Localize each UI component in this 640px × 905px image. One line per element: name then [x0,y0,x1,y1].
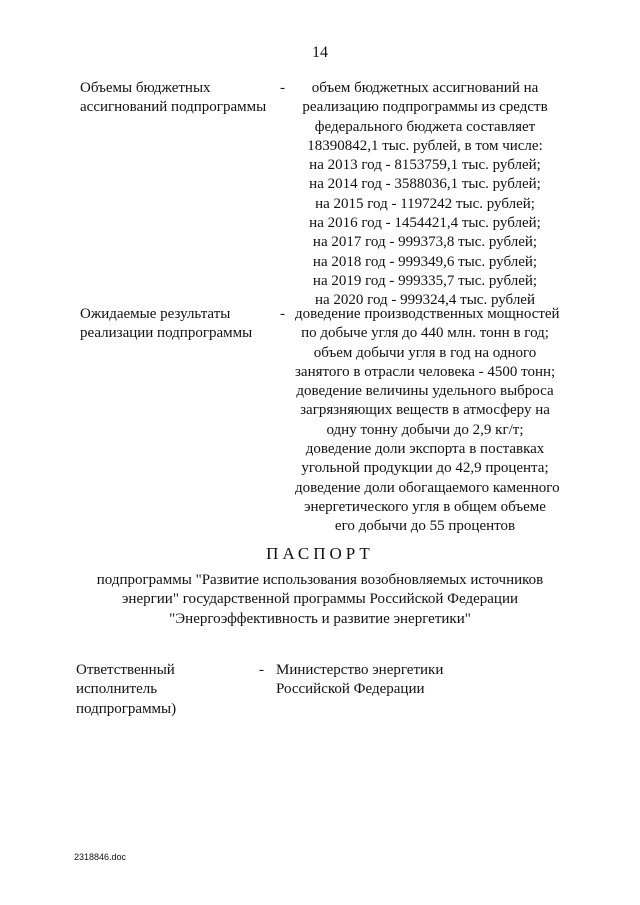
responsible-executor-value [276,661,476,700]
value-line: реализацию подпрограммы из средств [302,99,548,116]
budget-allocation-value [295,79,555,311]
expected-results-value [295,305,560,537]
subtitle-line: подпрограммы "Развитие использования возобновляемых источников [96,572,544,588]
separator-dash: - [280,306,285,322]
value-line: энергетического угля в общем объеме [304,498,546,515]
budget-allocation-label [80,79,270,118]
value-line: 18390842,1 тыс. рублей, в том числе: [307,137,543,154]
passport-title: ПАСПОРТ [266,544,374,563]
value-line: Российской Федерации [276,681,425,698]
value-line: доведение величины удельного выброса [296,383,554,400]
expected-results-row [80,305,560,535]
value-line: на 2018 год - 999349,6 тыс. рублей; [312,253,538,270]
responsible-executor-row [76,661,556,731]
separator-dash: - [259,662,264,678]
value-line: угольной продукции до 42,9 процента; [301,460,549,477]
value-line: доведение доли экспорта в поставках [305,441,545,458]
value-line: на 2016 год - 1454421,4 тыс. рублей; [309,215,541,232]
label-line: ассигнований подпрограммы [80,99,267,116]
subtitle-line: "Энергоэффективность и развитие энергетики" [169,610,471,627]
page-number: 14 [312,44,328,61]
value-line: по добыче угля до 440 млн. тонн в год; [301,325,549,342]
document-filename: 2318846.doc [74,852,127,862]
value-line: на 2013 год - 8153759,1 тыс. рублей; [309,157,541,174]
value-line: Министерство энергетики [276,662,444,678]
value-line: доведение производственных мощностей [295,306,560,322]
value-line: занятого в отрасли человека - 4500 тонн; [295,363,556,380]
value-line: на 2020 год - 999324,4 тыс. рублей [315,292,535,309]
value-line: на 2014 год - 3588036,1 тыс. рублей; [309,176,541,193]
responsible-executor-label [76,661,236,719]
value-line: на 2017 год - 999373,8 тыс. рублей; [312,234,538,251]
label-line: Ожидаемые результаты [80,306,231,322]
value-line: на 2015 год - 1197242 тыс. рублей; [315,195,535,212]
passport-subtitle [60,571,580,629]
budget-allocation-row [80,79,560,309]
label-line: Объемы бюджетных [80,80,211,96]
value-line: доведение доли обогащаемого каменного [295,479,560,496]
value-line: загрязняющих веществ в атмосферу на [300,402,550,419]
value-line: на 2019 год - 999335,7 тыс. рублей; [312,272,538,289]
value-line: одну тонну добычи до 2,9 кг/т; [326,421,524,438]
value-line: его добычи до 55 процентов [334,518,516,535]
label-line: Ответственный [76,662,175,678]
label-line: исполнитель [76,681,158,698]
label-line: реализации подпрограммы [80,325,253,342]
label-line: подпрограммы) [76,700,177,717]
value-line: объем бюджетных ассигнований на [311,80,539,96]
value-line: федерального бюджета составляет [314,118,536,135]
expected-results-label [80,305,270,344]
value-line: объем добычи угля в год на одного [313,344,537,361]
separator-dash: - [280,80,285,96]
subtitle-line: энергии" государственной программы Российской Федерации [121,591,519,608]
